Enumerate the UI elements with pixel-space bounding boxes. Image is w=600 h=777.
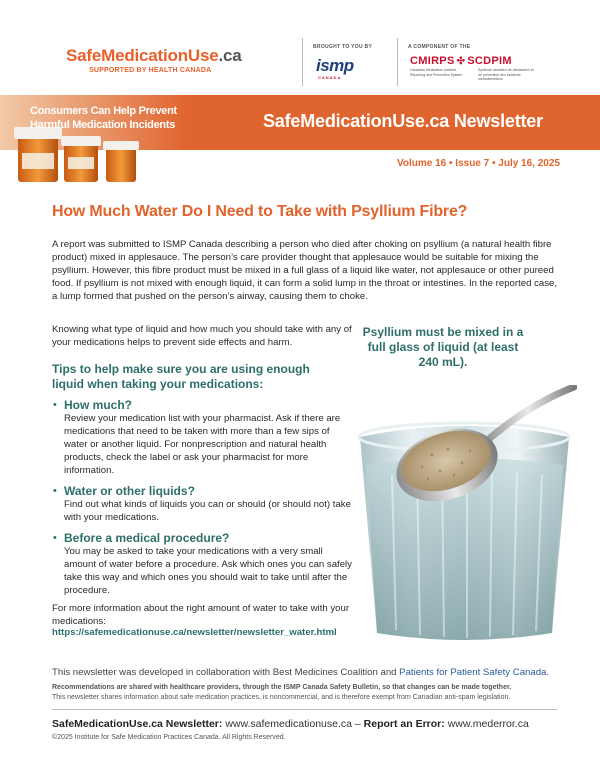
footer-links [52,718,529,730]
maple-leaf-icon: ✣ [456,56,466,67]
newsletter-label: SafeMedicationUse.ca Newsletter: [52,718,223,730]
newsletter-water-link[interactable]: https://safemedicationuse.ca/newsletter/newsletter_water.html [52,627,337,638]
bullet-icon: • [53,399,57,411]
mederror-url[interactable]: www.mederror.ca [447,718,529,730]
patients-for-patient-safety-link[interactable]: Patients for Patient Safety Canada [399,667,547,678]
recommendations-note: Recommendations are shared with healthcare providers, through the ISMP Canada Safety Bulletin, so that changes can be made together. [52,684,512,691]
more-info-text: For more information about the right amount of water to take with your medications: [52,603,350,627]
tip-item [52,484,352,524]
psyllium-callout: Psyllium must be mixed in a full glass of liquid (at least 240 mL). [362,325,524,369]
logo-subtitle: SUPPORTED BY HEALTH CANADA [89,67,212,74]
logo-text: SafeMedicationUse [66,46,219,65]
ismp-canada-label: CANADA [318,75,342,80]
tip-title: How much? [64,398,132,412]
ismp-logo[interactable]: ismp [316,56,354,75]
tips-list [52,398,352,604]
issue-info: Volume 16 • Issue 7 • July 16, 2025 [396,158,560,169]
tip-body: You may be asked to take your medications with a very small amount of water before a procedure. Ask which ones you can safely take this way and which ones you should wait to take until after the procedure. [64,546,352,596]
anti-spam-disclaimer: This newsletter shares information about safe medication practices, is noncommercial, and is therefore exempt from Canadian anti-spam legislation. [52,694,511,701]
banner-tagline: Consumers Can Help Prevent Harmful Medication Incidents [30,105,177,131]
glass-of-water-image [352,385,577,640]
collaboration-note [52,667,549,678]
separator: – [354,718,361,730]
tip-item [52,531,352,597]
scdpim-subtitle: Système canadien de déclaration et de prévention des incidents médicamenteux [478,68,534,81]
header-divider [397,38,398,86]
tip-item [52,398,352,477]
collaboration-end: . [546,667,550,678]
bullet-icon: • [53,485,57,497]
tip-title: Before a medical procedure? [64,531,230,545]
copyright-text: ©2025 Institute for Safe Medication Practices Canada. All Rights Reserved. [52,734,286,741]
tip-body: Review your medication list with your pharmacist. Ask if there are medications that need to be taken with more than a few sips of water or another liquid. For nonprescription and natural health products, check the label or ask your pharmacist for more information. [64,413,341,476]
safemedicationuse-url[interactable]: www.safemedicationuse.ca [225,718,352,730]
tips-heading: Tips to help make sure you are using enough liquid when taking your medications: [52,362,310,391]
newsletter-header [0,0,600,95]
scdpim-text: SCDPIM [467,55,512,67]
bullet-icon: • [53,532,57,544]
glass-spoon-illustration [352,385,577,640]
cmirps-logo[interactable] [410,55,512,67]
logo-dotca: .ca [218,46,242,65]
cmirps-text: CMIRPS [410,55,455,67]
component-label: A COMPONENT OF THE [408,44,471,50]
article-title: How Much Water Do I Need to Take with Psyllium Fibre? [52,203,468,220]
brought-to-you-label: BROUGHT TO YOU BY [313,44,373,50]
footer-divider [52,709,557,710]
header-divider [302,38,303,86]
knowing-paragraph: Knowing what type of liquid and how much you should take with any of your medications helps to prevent side effects and harm. [52,324,352,348]
cmirps-subtitle: Canadian Medication Incident Reporting and Prevention System [410,68,463,77]
newsletter-title: SafeMedicationUse.ca Newsletter [263,111,543,131]
report-error-label: Report an Error: [363,718,445,730]
collaboration-text: This newsletter was developed in collaboration with Best Medicines Coalition and [52,667,400,678]
tip-title: Water or other liquids? [64,484,195,498]
intro-paragraph: A report was submitted to ISMP Canada describing a person who died after choking on psyllium (a natural health fibre product) mixed in applesauce. The person’s care provider thought that applesauce would be suitable for mixing the psyllium. However, this fibre product must be mixed in a full glass of a liquid like water, not applesauce or other pureed food. If psyllium is not mixed with enough liquid, it can form a solid lump in the throat or intestines. In the reported case, a lump formed that pushed on the person’s airway, causing them to choke. [52,239,557,302]
tip-body: Find out what kinds of liquids you can or should (or should not) take with your medications. [64,499,351,523]
safemedicationuse-logo[interactable] [66,46,242,66]
